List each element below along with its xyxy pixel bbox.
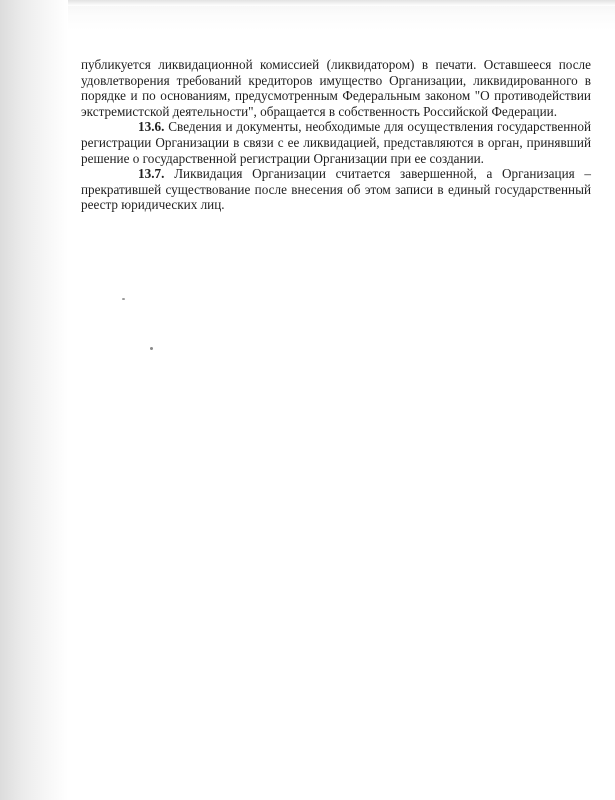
binding-shadow xyxy=(0,0,68,800)
paragraph-text: публикуется ликвидационной комиссией (ликвидатором) в печати. Оставшееся после удовлетворения требований кредиторов имущество Организации, ликвидированного в порядке и по основаниям, предусмотренным Федеральным законом "О противодействии экстремистской деятельности", обращается в собственность Российской Федерации. xyxy=(81,57,591,119)
page-top-edge xyxy=(68,0,615,6)
clause-number: 13.7. xyxy=(138,166,165,182)
paragraph-text: Сведения и документы, необходимые для осуществления государственной регистрации Организации в связи с ее ликвидацией, представляются в орган, принявший решение о государственной регистрации Организации при ее создании. xyxy=(81,119,592,166)
document-body xyxy=(81,57,591,213)
scan-speck xyxy=(122,298,125,300)
paragraph-continuation xyxy=(81,57,591,119)
paragraph-text: Ликвидация Организации считается завершенной, а Организация – прекратившей существование после внесения об этом записи в единый государственный реестр юридических лиц. xyxy=(81,166,591,213)
paragraph-13-6 xyxy=(81,119,591,166)
paragraph-13-7 xyxy=(81,166,591,213)
scan-speck xyxy=(150,347,153,350)
clause-number: 13.6. xyxy=(138,119,165,135)
